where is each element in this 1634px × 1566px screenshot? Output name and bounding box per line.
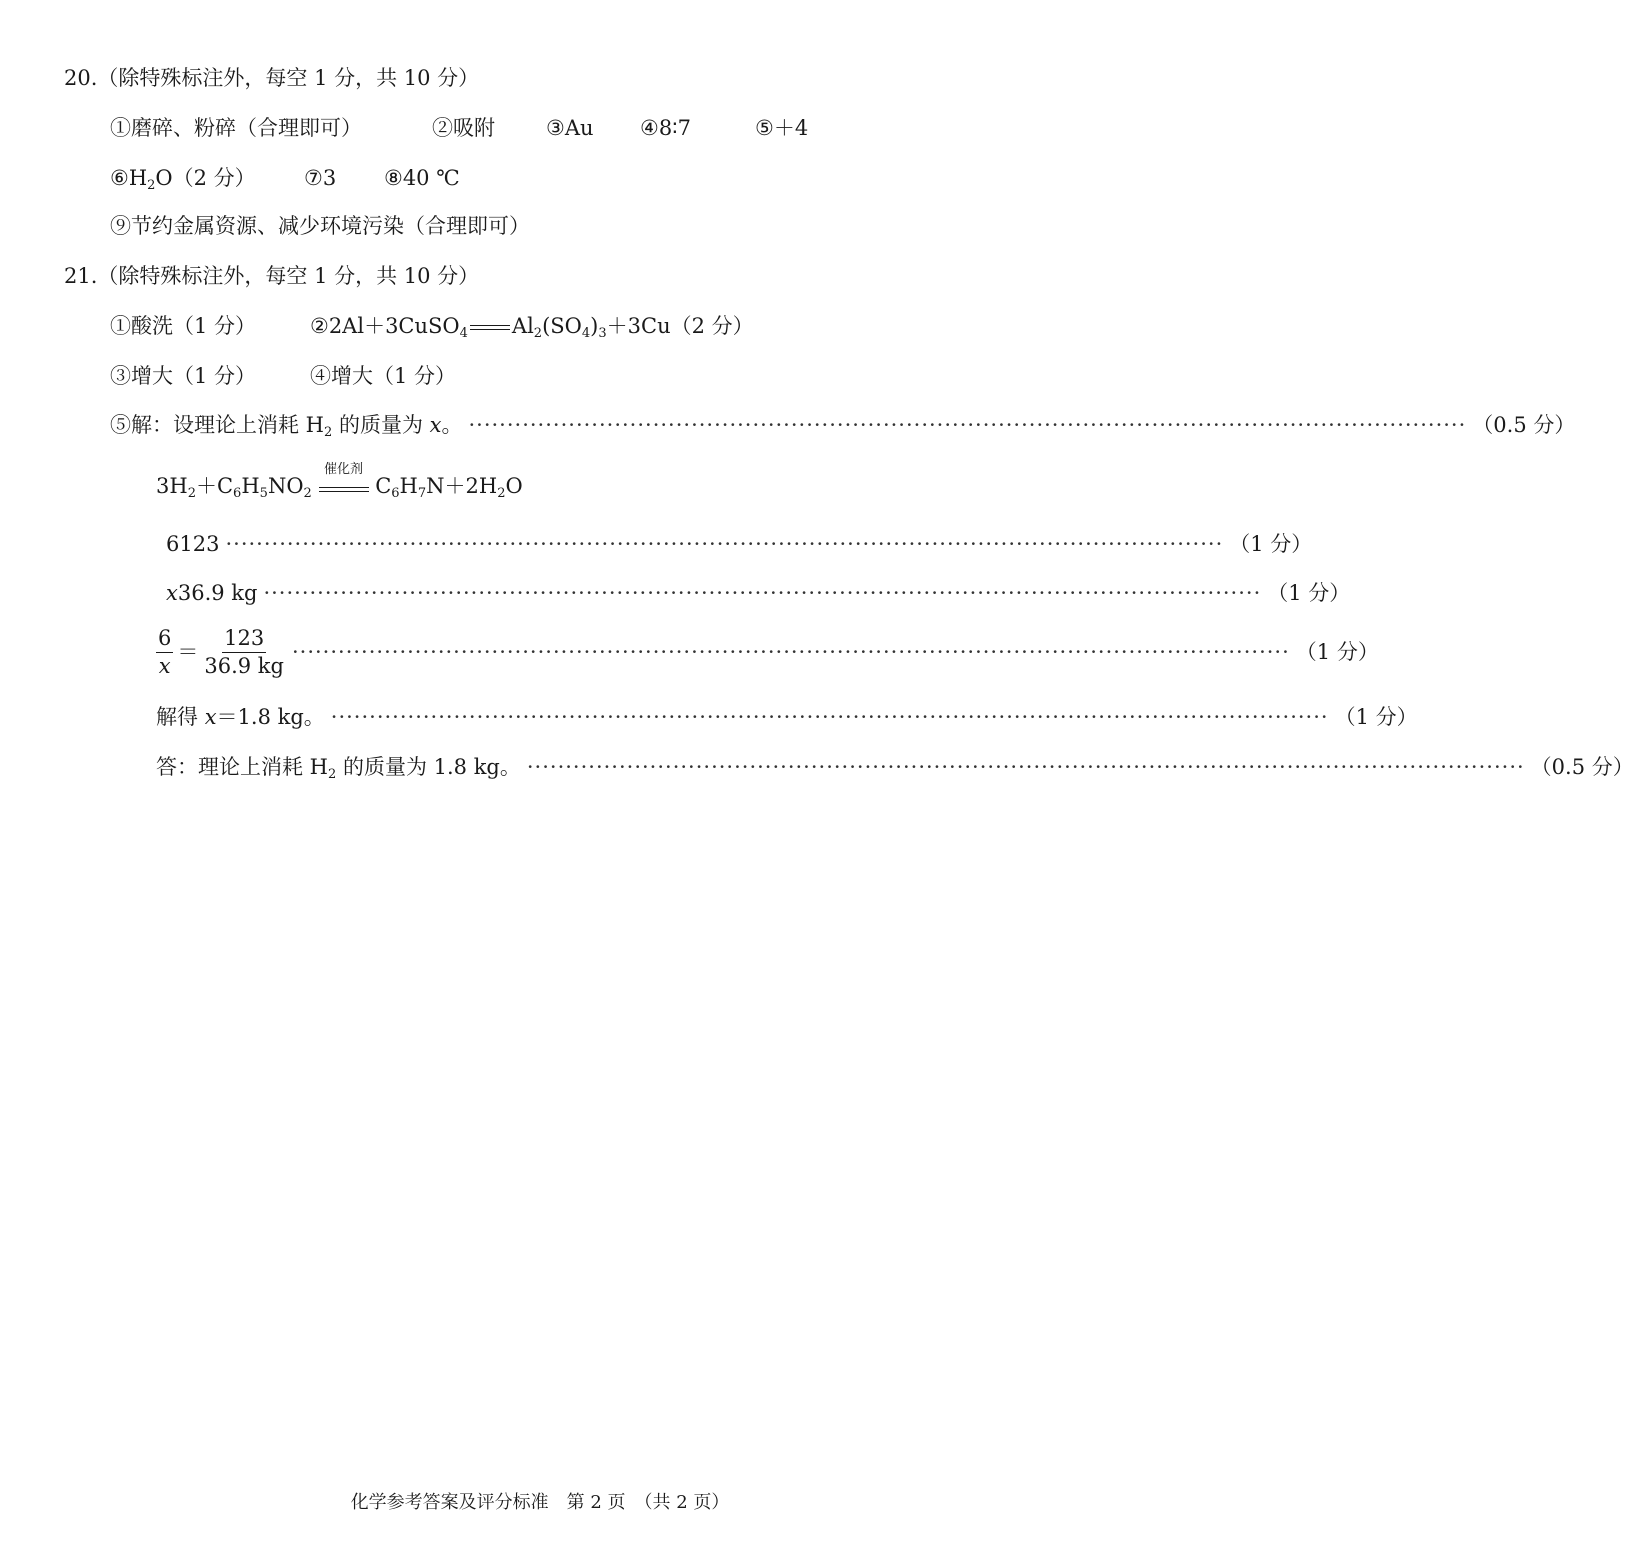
q20-answer-1: ①磨碎、粉碎（合理即可） — [110, 116, 362, 140]
q20-answer-7: ⑦3 — [304, 166, 337, 190]
score: （1 分） — [1229, 532, 1313, 556]
page-footer: 化学参考答案及评分标准 第 2 页 （共 2 页） — [350, 1492, 730, 1513]
q21-answer-4: ④增大（1 分） — [310, 364, 457, 388]
answer-row: 答：理论上消耗 $H_2$ 的质量为 1.8 kg。 ·································································································································· （0.5 分） — [156, 755, 1634, 782]
q20-answer-5: ⑤＋4 — [755, 116, 809, 140]
score: （1 分） — [1267, 581, 1351, 605]
score: （0.5 分） — [1530, 755, 1634, 779]
q20-heading: 20.（除特殊标注外，每空 1 分，共 10 分） — [64, 66, 480, 90]
q21-heading: 21.（除特殊标注外，每空 1 分，共 10 分） — [64, 264, 480, 288]
equation-reactants: $3H_2+C_6H_5NO_2$ — [156, 474, 312, 501]
q21-answer-1: ①酸洗（1 分） — [110, 314, 257, 338]
dotted-leader: ·································································································································· — [330, 705, 1329, 729]
score: （0.5 分） — [1472, 413, 1576, 437]
ratio-row-1: 6 123 ·································································································································· （1 分） — [166, 532, 1313, 556]
chemical-equation — [156, 462, 523, 501]
q20-answer-2: ②吸附 — [432, 116, 495, 140]
score: （1 分） — [1295, 640, 1379, 664]
fraction-left: $\frac{6}{x}$ — [158, 626, 172, 678]
dotted-leader: ·································································································································· — [468, 413, 1467, 437]
q20-answer-8: ⑧40 ℃ — [384, 166, 460, 190]
score: （1 分） — [1334, 705, 1418, 729]
equation-products: $C_6H_7N+2H_2O$ — [375, 474, 523, 501]
q20-answer-6: $⑥H_2O(2$ 分） — [110, 166, 256, 193]
catalyzed-equals-sign — [319, 462, 369, 492]
dotted-leader: ·································································································································· — [225, 532, 1224, 556]
q20-answer-9: ⑨节约金属资源、减少环境污染（合理即可） — [110, 214, 530, 238]
catalyst-label: 催化剂 — [323, 462, 363, 477]
double-line-equals — [470, 325, 510, 330]
q21-solution-setup: ⑤解：设理论上消耗 $H_2$ 的质量为 x。 ·································································································································· （0.5 分） — [110, 413, 1576, 440]
fraction-right: $\frac{123}{36.9 kg}$ — [204, 626, 284, 678]
ratio-row-2: x 36.9 kg ·································································································································· （1 分） — [166, 581, 1351, 605]
q21-answer-2: ②2Al＋3CuSO$_4$ $Al_2(SO_4)_3+3Cu(2$ 分） — [310, 314, 754, 341]
q20-answer-4: ④8∶7 — [640, 116, 692, 140]
dotted-leader: ·································································································································· — [291, 640, 1290, 664]
proportion-row: $\frac{6}{x}$ ＝ $\frac{123}{36.9 kg}$ ·································································································································· （1 分） — [158, 626, 1379, 678]
q20-answer-3: ③Au — [546, 116, 594, 140]
dotted-leader: ·································································································································· — [526, 755, 1525, 779]
dotted-leader: ·································································································································· — [263, 581, 1262, 605]
solve-row: 解得 x＝1.8 kg。 ·································································································································· （1 分） — [156, 705, 1418, 729]
q21-answer-3: ③增大（1 分） — [110, 364, 257, 388]
